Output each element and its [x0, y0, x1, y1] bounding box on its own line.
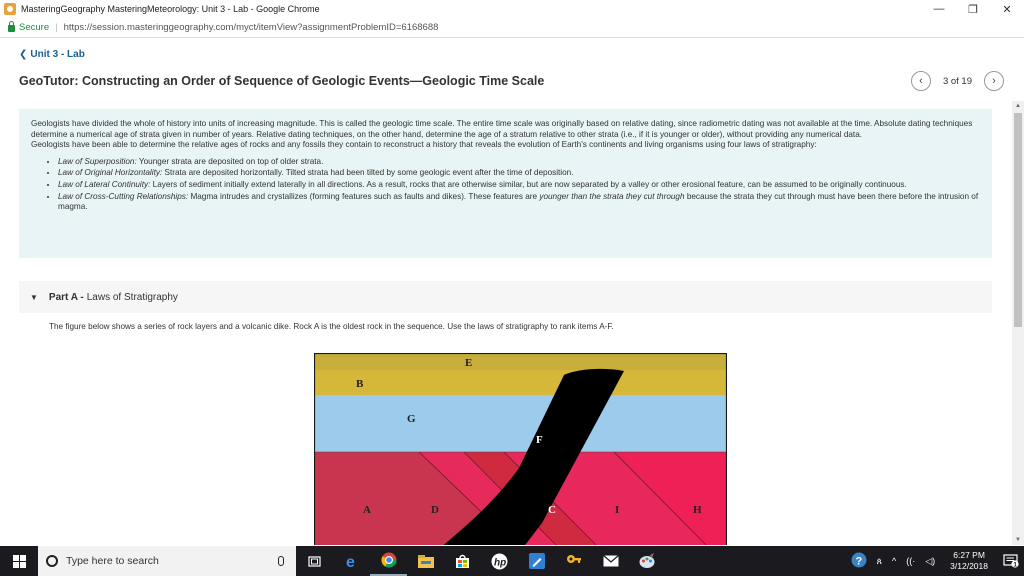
label-h: H — [693, 504, 702, 516]
store-icon[interactable] — [444, 546, 481, 576]
paint-app-icon[interactable] — [629, 546, 666, 576]
list-item — [58, 180, 980, 191]
rock-layers-figure — [314, 353, 727, 545]
action-center-button[interactable] — [998, 554, 1024, 568]
laws-list — [58, 157, 980, 213]
file-explorer-icon[interactable] — [407, 546, 444, 576]
label-g: G — [407, 413, 416, 425]
back-link-label: Unit 3 - Lab — [30, 49, 85, 60]
list-item — [58, 157, 980, 168]
minimize-button[interactable]: — — [933, 3, 945, 15]
edge-browser-icon[interactable] — [333, 546, 370, 576]
intro-paragraph-1: Geologists have divided the whole of history into units of increasing magnitude. This is called the geologic time scale. The entire time scale was originally based on relative dating, since radiometric dating was not available at the time. Absolute dating techniques determine a numerical age of strata given in number of years. Relative dating techniques, on the other hand, determine the age of a stratum relative to other strata (i.e., if it is younger or older), without providing any numerical data. — [31, 119, 973, 139]
url-text[interactable]: https://session.masteringgeography.com/myct/itemView?assignmentProblemID=6168688 — [63, 22, 439, 33]
window-titlebar — [0, 0, 1024, 18]
svg-text:hp: hp — [494, 557, 507, 568]
close-button[interactable]: ✕ — [1002, 3, 1012, 16]
label-a: A — [363, 504, 371, 516]
chevron-left-icon: ❮ — [19, 49, 28, 60]
scrollbar-thumb[interactable] — [1014, 113, 1022, 327]
svg-text:e: e — [345, 554, 355, 569]
key-app-icon[interactable] — [555, 546, 592, 576]
pen-app-icon[interactable] — [518, 546, 555, 576]
label-b: B — [356, 378, 364, 390]
label-c: C — [548, 504, 556, 516]
lock-icon — [8, 25, 15, 32]
scroll-down-arrow-icon[interactable]: ▼ — [1015, 537, 1021, 543]
cortana-icon — [46, 555, 58, 567]
label-f: F — [536, 434, 543, 446]
intro-panel — [19, 109, 992, 258]
task-view-icon[interactable] — [296, 546, 333, 576]
start-button[interactable] — [0, 546, 38, 576]
system-tray — [846, 546, 1024, 576]
law-text: Layers of sediment initially extend laterally in all directions. As a result, rocks that are otherwise similar, but are now separated by a valley or other erosional feature, can be assumed to be originally continuous. — [152, 179, 907, 189]
clock-date: 3/12/2018 — [950, 561, 988, 571]
label-d: D — [431, 504, 439, 516]
scroll-up-arrow-icon[interactable]: ▲ — [1015, 103, 1021, 109]
address-bar[interactable] — [0, 18, 1024, 38]
layer-b — [315, 370, 726, 395]
law-name: Law of Original Horizontality: — [58, 168, 163, 178]
part-a-header[interactable] — [19, 281, 992, 313]
law-text: Younger strata are deposited on top of older strata. — [138, 156, 324, 166]
help-icon[interactable] — [846, 552, 872, 570]
windows-logo-icon — [13, 555, 26, 568]
taskbar-search[interactable] — [38, 546, 296, 576]
secure-label: Secure — [19, 22, 50, 33]
law-name: Law of Superposition: — [58, 156, 137, 166]
layer-g — [315, 395, 726, 452]
page-scrollbar[interactable] — [1012, 101, 1024, 545]
pager-position: 3 of 19 — [942, 75, 972, 87]
network-icon[interactable]: ((· — [906, 556, 916, 566]
search-placeholder: Type here to search — [66, 555, 159, 567]
taskbar-clock[interactable] — [940, 550, 998, 572]
law-name: Law of Cross-Cutting Relationships: — [58, 191, 189, 201]
previous-item-button[interactable]: ‹ — [911, 71, 931, 91]
hp-app-icon[interactable] — [481, 546, 518, 576]
notification-icon — [1003, 554, 1019, 568]
show-hidden-icons-caret[interactable]: ^ — [892, 556, 897, 566]
label-e: E — [465, 357, 473, 369]
window-title: MasteringGeography MasteringMeteorology: Unit 3 - Lab - Google Chrome — [21, 4, 320, 14]
mail-icon[interactable] — [592, 546, 629, 576]
people-icon[interactable]: ጰ — [876, 555, 883, 566]
law-text: Strata are deposited horizontally. Tilted strata had been tilted by some geologic event after the time of deposition. — [164, 168, 574, 178]
law-text-tail: because the strata they cut through must have been there before the intrusion of magma. — [58, 191, 979, 212]
clock-time: 6:27 PM — [953, 550, 985, 560]
back-to-unit-link[interactable] — [19, 49, 85, 60]
svg-text:?: ? — [855, 555, 862, 568]
layer-e — [315, 353, 726, 370]
address-separator: | — [55, 22, 58, 33]
microphone-icon[interactable] — [278, 556, 284, 566]
notification-count: 1 — [1013, 561, 1018, 568]
law-emphasis: younger than the strata they cut through — [539, 191, 685, 201]
part-label: Part A - — [48, 291, 84, 303]
question-text: The figure below shows a series of rock layers and a volcanic dike. Rock A is the oldest rock in the sequence. Use the laws of stratigraphy to rank items A-F. — [49, 322, 614, 331]
law-name: Law of Lateral Continuity: — [58, 179, 151, 189]
part-title: Laws of Stratigraphy — [86, 291, 178, 303]
label-i: I — [615, 504, 620, 516]
intro-paragraph-2: Geologists have been able to determine the relative ages of rocks and any fossils they contain to reconstruct a history that reveals the evolution of Earth's continents and living organisms using four laws of stratigraphy: — [31, 140, 817, 150]
list-item — [58, 168, 980, 179]
page-title: GeoTutor: Constructing an Order of Sequence of Geologic Events—Geologic Time Scale — [19, 74, 545, 88]
app-logo-icon — [4, 3, 16, 15]
windows-taskbar — [0, 546, 1024, 576]
restore-button[interactable]: ❐ — [968, 3, 978, 16]
page-content — [0, 39, 1012, 545]
item-pager — [911, 71, 1004, 91]
next-item-button[interactable]: › — [984, 71, 1004, 91]
chrome-icon[interactable] — [370, 546, 407, 576]
list-item — [58, 192, 980, 213]
law-text: Magma intrudes and crystallizes (forming features such as faults and dikes). These features are — [190, 191, 538, 201]
volume-icon[interactable]: ◁) — [925, 555, 936, 566]
collapse-triangle-icon[interactable]: ▼ — [30, 292, 38, 302]
